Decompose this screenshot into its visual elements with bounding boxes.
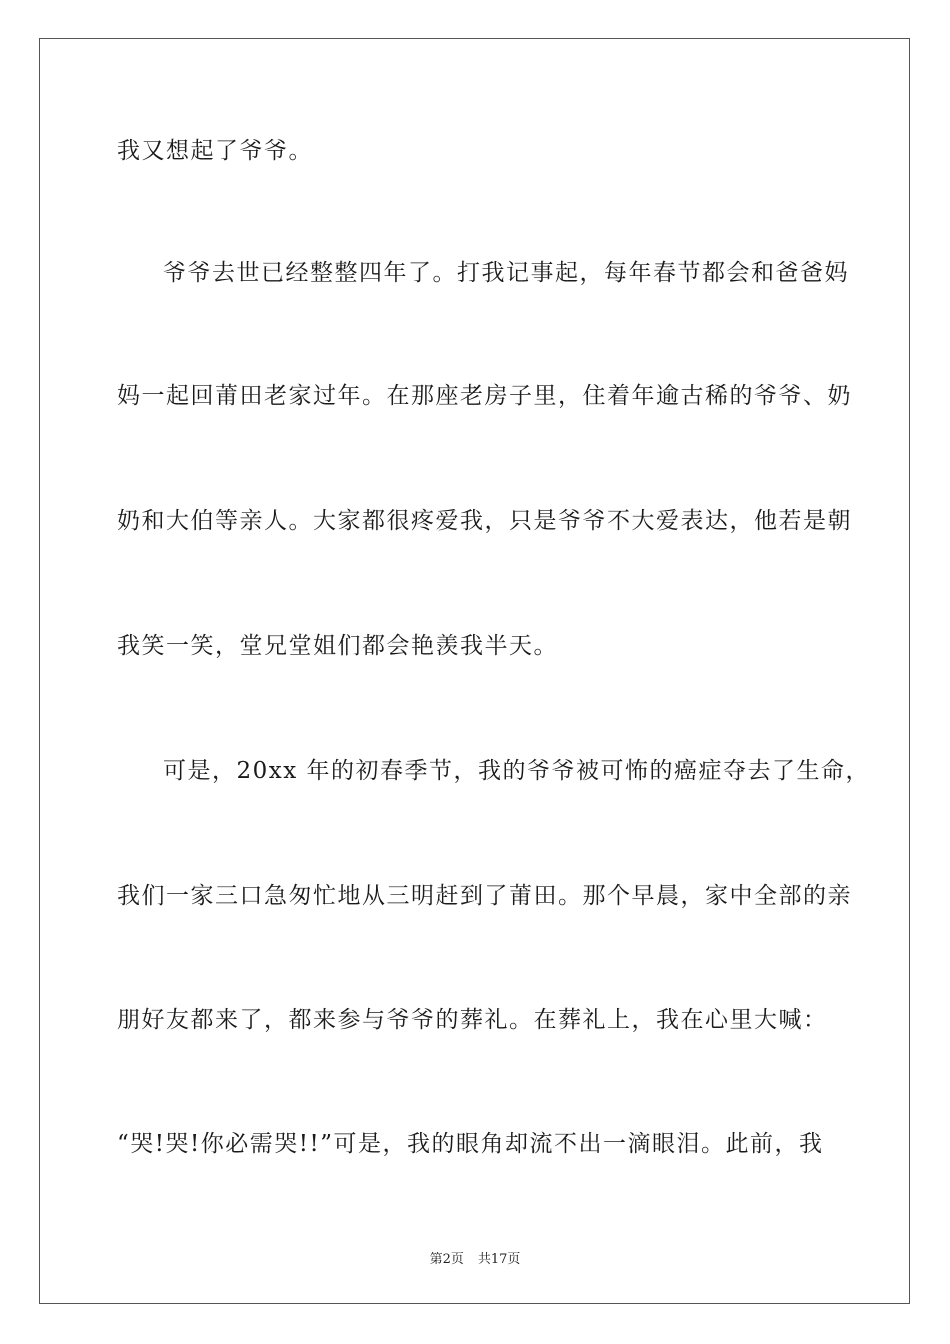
text-line-5: 我笑一笑，堂兄堂姐们都会艳羡我半天。: [117, 633, 558, 659]
page-footer: [0, 1248, 950, 1267]
text-line-2: 爷爷去世已经整整四年了。打我记事起，每年春节都会和爸爸妈: [163, 260, 849, 286]
page-number: 第2页: [429, 1252, 464, 1267]
page-border: [39, 38, 910, 1304]
text-line-1: 我又想起了爷爷。: [117, 138, 313, 164]
text-line-7: 我们一家三口急匆忙地从三明赶到了莆田。那个早晨，家中全部的亲: [117, 883, 852, 909]
text-line-6: 可是，20xx 年的初春季节，我的爷爷被可怖的癌症夺去了生命，: [163, 758, 871, 784]
page-total: 共17页: [477, 1252, 521, 1267]
text-line-8: 朋好友都来了，都来参与爷爷的葬礼。在葬礼上，我在心里大喊：: [117, 1007, 828, 1033]
text-line-9: “哭!哭!你必需哭!!”可是，我的眼角却流不出一滴眼泪。此前，我: [117, 1131, 824, 1157]
text-line-3: 妈一起回莆田老家过年。在那座老房子里，住着年逾古稀的爷爷、奶: [117, 383, 852, 409]
text-line-4: 奶和大伯等亲人。大家都很疼爱我，只是爷爷不大爱表达，他若是朝: [117, 508, 852, 534]
